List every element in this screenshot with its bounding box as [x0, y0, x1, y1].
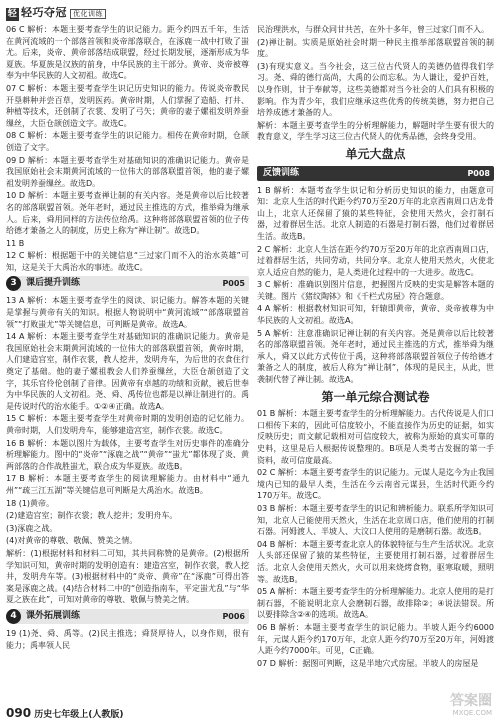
answer-09: 09 D 解析：本题主要考查学生对基础知识的准确识记能力。黄帝是我国原始社会末期黄河流域的一位伟大的部落联盟首领，他的妻子嫘祖发明养蚕缫丝。故选D。: [6, 155, 249, 188]
answer-19-2: (2)禅让制。实质是原始社会时期一种民主推举部落联盟首领的制度。: [257, 37, 494, 59]
answer-07: 07 C 解析：本题主要考查学生识记历史知识的能力。传说炎帝教民开垦耕种并尝百草，发明医药。黄帝时期，人们掌握了造船、打井、种植等技术，还创制了衣裳、发明了弓矢；黄帝的妻子嫘祖发明养蚕缫丝，大臣仓颉创造文字。故选C。: [6, 83, 249, 128]
answer-18-2: (2)建造宫室；制作衣裳；教人挖井；发明舟车。: [6, 511, 178, 521]
answer-14: 14 A 解析：本题主要考查学生对基础知识的准确识记能力。黄帝是我国原始社会末期黄河流域的一位伟大的部落联盟首领，黄帝时期，人们建造宫室，制作衣裳，教人挖井，发明舟车，为后世的衣食住行奠定了基础。他的妻子嫘祖教会人们养蚕缫丝，大臣仓颉创造了文字，其乐官伶伦创制了音律。因黄帝有卓越的功绩和贡献，被后世奉为中华民族的人文初祖。尧、舜、禹传位也都是以禅让制进行的。禹是传说时代的治水能手。①②④正确。故选A。: [6, 332, 249, 411]
section-header-extension: [6, 609, 249, 624]
test-06: 06 B 解析：本题主要考查学生的识记能力。半坡人距今约6000年，元谋人距今约170万年，北京人距今约70万至20万年，河姆渡人距今约7000年。可见，C正确。: [257, 622, 494, 656]
left-column: [6, 24, 249, 652]
feedback-2: 2 C 解析：北京人生活在距今约70万至20万年的北京西南周口店，过着群居生活，共同劳动，共同分享。北京人使用天然火，火使北京人适应自然的能力，是人类进化过程中的一大进步。故选C。: [257, 244, 494, 277]
section-page: P006: [222, 611, 245, 621]
answer-15: 15 C 解析：本题主要考查学生对黄帝时期的发明创造的记忆能力。黄帝时期，人们发明舟车，能够建造宫室，制作衣裳。故选C。: [6, 414, 249, 435]
section-badge: 3: [6, 276, 21, 291]
feedback-5: 5 A 解析：注意准确识记禅让制的有关内容。尧是黄帝以后比较著名的部落联盟首领。尧年老时，通过民主推选的方式，推举舜为继承人，舜又以此方式传位于禹，这种将部落联盟首领位子传给德才兼备之人的制度，被后人称为“禅让制”，体现的是民主，从此，世袭制代替了禅让制。故选A。: [257, 328, 494, 385]
section-title: 课后提升训练: [26, 278, 81, 289]
page-header: [0, 0, 500, 22]
watermark-url: MXQE.COM: [452, 709, 492, 717]
section-header-feedback: [257, 166, 494, 181]
page-number: 090: [6, 706, 32, 720]
section-header-after-class: [6, 276, 249, 291]
answer-18-analysis: 解析：(1)根据材料和材料二可知，其共同称赞的是黄帝。(2)根据所学知识可知，黄帝时期的发明创造有：建造宫室，制作衣裳，教人挖井，发明舟车等。(3)根据材料中的“炎帝、黄帝”在“涿鹿”可得出答案是涿鹿之战。(4)结合材料二中的“创造指南车，平定蚩尤乱”与“华夏之族在此”，可知对黄帝的尊敬、敬佩与赞美之情。: [6, 548, 249, 605]
answer-11: 11 B: [6, 238, 25, 248]
answer-19: 19 (1)尧、舜、禹等。(2)民主推选；舜贤厚待人，以身作则，很有能力；禹率领人民: [6, 628, 249, 650]
answer-19-3: (3)有现实意义。当今社会，这三位古代贤人的美德仍值得我们学习。尧、舜的德行高尚，大禹的公而忘私。为人谦让，爱护百姓，以身作则，甘于奉献等，这些美德都对当今社会的人们具有积极的影响。作为青少年，我们应继承这些优秀的传统美德，努力把自己培养成德才兼备的人。: [257, 61, 494, 118]
section-page: P008: [467, 168, 490, 178]
watermark: 答案圈: [450, 693, 492, 709]
answer-16: 16 B 解析：本题以图片为载体，主要考查学生对历史事件的准确分析理解能力。图中的“炎帝”“涿鹿之战”“黄帝”“蚩尤”都体现了炎、黄两部落的合作战胜蚩尤，联合成为华夏族。故选B。: [6, 438, 249, 471]
page-footer: [6, 706, 123, 720]
book-title: 历史七年级上(人教版): [34, 710, 124, 720]
test-03: 03 B 解析：本题主要考查学生的识记和辨析能力。联系所学知识可知，北京人已能使用天然火，生活在北京周口店，他们使用的打制石器。河姆渡人、半坡人、大汶口人使用的是磨制石器。故选B。: [257, 503, 494, 537]
answer-13: 13 A 解析：本题主要考查学生的阅读、识记能力。解答本题的关键是掌握与黄帝有关的知识。根据人物说明中“黄河流域”“部落联盟首领”“打败蚩尤”等关键信息，可判断是黄帝。故选A。: [6, 296, 249, 329]
answer-19-analysis: 解析：本题主要考查学生的分析理解能力，解题时学生要有很大的教育意义，学生学习这三位古代贤人的优秀品德，会终身受用。: [257, 120, 494, 142]
answer-18-4: (4)对黄帝的尊敬、敬佩、赞美之情。: [6, 536, 138, 546]
answer-08: 08 C 解析：本题主要考查学生的识记能力。相传在黄帝时期，仓颉创造了文字。: [6, 131, 249, 152]
test-07: 07 D 解析：据图可判断，这是半地穴式房屋。半坡人的房屋是: [257, 658, 479, 668]
answer-17: 17 B 解析：本题主要考查学生的阅读理解能力。由材料中“通九州”“疏三江五湖”等关键信息可判断是大禹治水。故选B。: [6, 474, 249, 495]
test-02: 02 C 解析：本题主要考查学生的识记能力。元谋人是迄今为止我国境内已知的最早人类，生活在今云南省元谋县，生活时代距今约170万年。故选C。: [257, 468, 494, 501]
test-01: 01 B 解析：本题主要考查学生的分析理解能力。古代传说是人们口口相传下来的，因此可信度较小，不能直接作为历史的证据，如实反映历史；而文献记载相对可信度较大，被称为原始的真实可靠的史料，这里是后人根据传说整理的。B项是人类考古发掘的第一手资料，故可信度最高。: [257, 409, 494, 465]
test-05: 05 A 解析：本题主要考查学生的分析理解能力。北京人使用的是打制石器，不能说明北京人会磨制石器，故排除②；④说法错误。所以要排除含②④的选项。故选A。: [257, 587, 494, 620]
answer-19-continued: 民治理洪水，与群众同甘共苦，在外十多年，曾三过家门而不入。: [257, 25, 489, 34]
brand-icon: 轻: [7, 9, 18, 19]
answer-18-1: 18 (1)黄帝。: [6, 498, 55, 508]
section-page: P005: [222, 279, 245, 289]
feedback-1: 1 B 解析：本题考查学生识记和分析历史知识的能力，由题意可知：北京人生活的时代距今约70万至20万年的北京西南周口店龙骨山上，北京人还保留了猿的某些特征，会使用天然火，会打制石器，过着群居生活。北京人制造的石器是打制石器，他们过着群居生活。故选B。: [257, 185, 494, 241]
section-badge: 4: [6, 609, 21, 624]
brand-logo: [6, 4, 106, 21]
unit-review-heading: 单元大盘点: [345, 146, 406, 161]
test-04: 04 B 解析：本题主要考查北京人的体貌特征与生产生活状况。北京人头部还保留了猿的某些特征，主要使用打制石器，过着群居生活。北京人会使用天然火，火可以用来烧烤食物，驱寒取暖，照明等。故选B。: [257, 539, 494, 584]
brand-subtitle: 优化训练: [70, 9, 106, 19]
feedback-4: 4 A 解析：根据教材知识可知，轩辕即黄帝，黄帝、炎帝被尊为中华民族的人文初祖。故选A。: [257, 304, 494, 326]
answer-12: 12 C 解析：根据题干中的关键信息“三过家门而不入的治水英雄”可知，这是关于大禹治水的事迹。故选C。: [6, 251, 249, 272]
right-column: [257, 24, 494, 670]
answer-06: 06 C 解析：本题主要考查学生的识记能力。距今约四五千年，生活在黄河流域的一个部落首领和炎帝部落联合，在涿鹿一战中打败了蚩尤。后来，炎帝、黄帝部落结成联盟，经过长期发展，逐渐形成为华夏族。华夏族是汉族的前身，中华民族的主干部分。黄帝、炎帝被尊奉为中华民族的人文初祖。故选C。: [6, 25, 249, 81]
section-title: 反馈训练: [263, 167, 300, 178]
answer-10: 10 D 解析：本题主要考查禅让制的有关内容。尧是黄帝以后比较著名的部落联盟首领。尧年老时，通过民主推选的方式，推举舜为继承人。后来，舜用同样的方法传位给禹。这种将部落联盟首领的位子传给德才兼备之人的制度，历史上称为“禅让制”。故选D。: [6, 191, 249, 236]
unit-test-heading: 第一单元综合测试卷: [321, 389, 430, 404]
brand-name: 轻巧夺冠: [21, 6, 67, 19]
answer-18-3: (3)涿鹿之战。: [6, 523, 58, 533]
feedback-3: 3 C 解析：准确识别图片信息，把握图片反映的史实是解答本题的关键。图片《猪纹陶钵》和《千栏式房屋》符合题意。: [257, 280, 494, 301]
section-title: 课外拓展训练: [26, 610, 81, 621]
